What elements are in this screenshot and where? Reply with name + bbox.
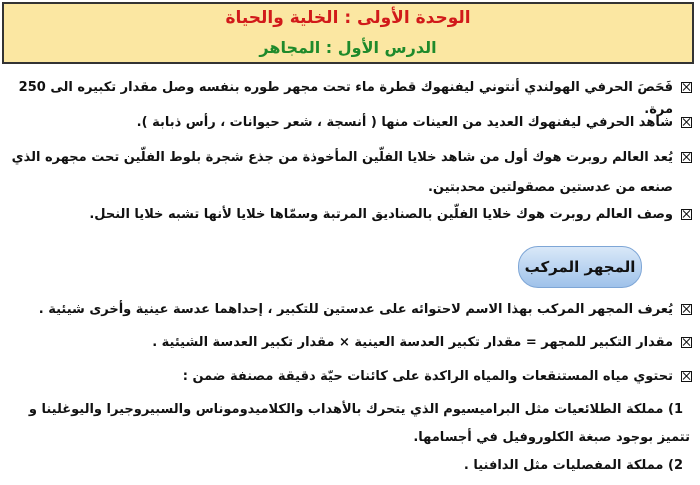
list-item-text: يُعرف المجهر المركب بهذا الاسم لاحتوائه على عدستين للتكبير ، إحداهما عدسة عينية وأخرى شيئية . [38,302,673,317]
numbered-item [10,455,690,477]
checkbox-x-icon [681,304,692,315]
list-item-text: يُعد العالم روبرت هوك أول من شاهد خلايا الفلّين المأخوذة من جذع شجرة بلوط الفلّين تحت مجهره الذي صنعه من عدستين مصقولتين محدبتين. [11,150,673,195]
item-text: مملكة المفصليات مثل الدافنيا . [463,458,664,473]
list-item [8,143,692,203]
item-text: مملكة الطلائعيات مثل البراميسيوم الذي يتحرك بالأهداب والكلاميدوموناس والسبيروجيرا واليوغلينا و تتميز بوجود صبغة الكلوروفيل في أجسامها. [28,402,690,445]
list-item [8,112,692,134]
list-item-text: تحتوي مياه المستنقعات والمياه الراكدة على كائنات حيّة دقيقة مصنفة ضمن : [182,369,673,384]
checkbox-x-icon [681,371,692,382]
list-item [8,299,692,321]
list-item-text: فَحَصَ الحرفي الهولندي أنتوني ليفنهوك قطرة ماء تحت مجهر طوره بنفسه وصل مقدار تكبيره الى 250 مرة. [18,80,673,117]
unit-title: الوحدة الأولى : الخلية والحياة [225,8,471,28]
list-item-text: مقدار التكبير للمجهر = مقدار تكبير العدسة العينية × مقدار تكبير العدسة الشيئية . [152,335,673,350]
list-item [8,332,692,354]
section-title-compound-microscope: المجهر المركب [518,246,642,288]
checkbox-x-icon [681,337,692,348]
numbered-item [10,396,690,452]
list-item-text: وصف العالم روبرت هوك خلايا الفلّين بالصناديق المرتبة وسمّاها خلايا لأنها تشبه خلايا النحل. [89,207,673,222]
lesson-header [2,2,694,64]
list-item [8,204,692,226]
lesson-title: الدرس الأول : المجاهر [259,38,437,57]
list-item-text: شاهد الحرفي ليفنهوك العديد من العينات منها ( أنسجة ، شعر حيوانات ، رأس ذبابة ). [136,115,673,130]
checkbox-x-icon [681,82,692,93]
item-number: 2) [668,458,683,473]
checkbox-x-icon [681,152,692,163]
list-item [8,366,692,388]
checkbox-x-icon [681,117,692,128]
item-number: 1) [668,402,683,417]
checkbox-x-icon [681,209,692,220]
